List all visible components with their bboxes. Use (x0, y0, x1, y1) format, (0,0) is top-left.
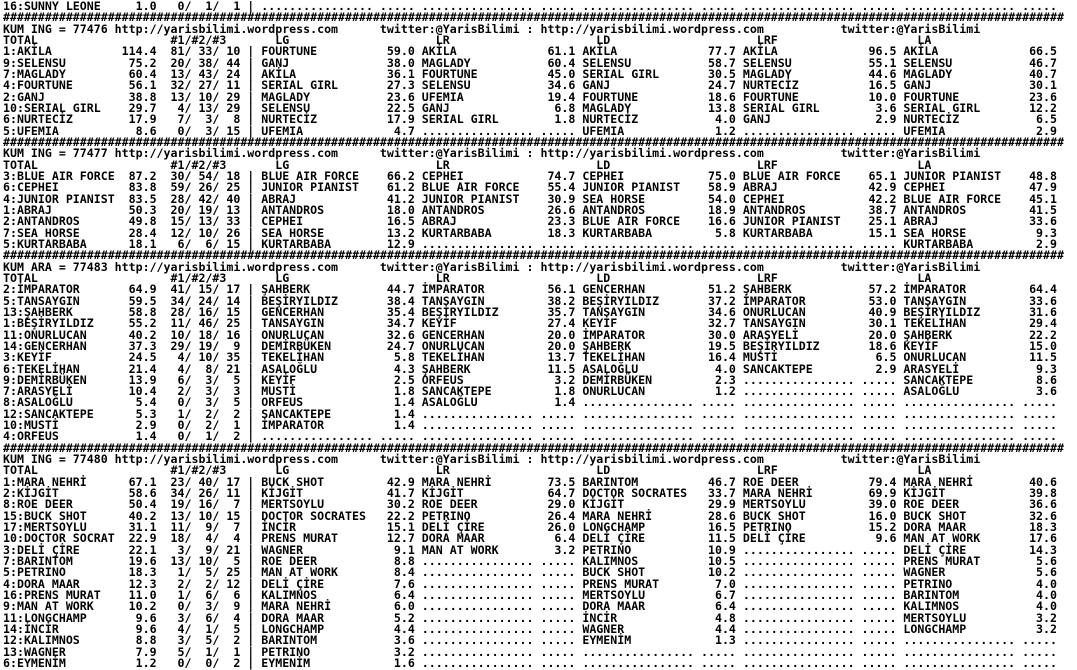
hash-separator-line: ######################################################################################################################################################## (3, 440, 1064, 455)
data-row-line: 11:ONURLUCAN 40.2 10/ 18/ 16 | ONURLUCAN 32.6 GENCERHAN 20.0 İMPARATOR 30.0 ARASYELİ 20.0 ŞAHBERK 22.2 (3, 327, 1064, 342)
hash-separator-line: ######################################################################################################################################################## (3, 10, 1064, 25)
data-row-line: 2:KİJGİT 58.6 34/ 26/ 11 | KİJGİT 41.7 KİJGİT 64.7 DOCTOR SOCRATES 33.7 MARA NEHRİ 69.9 KİJGİT 39.8 (3, 486, 1064, 501)
data-row-line: 5:PETRINO 18.3 1/ 5/ 25 | MAN AT WORK 8.4 ................ ..... BUCK SHOT 10.2 ................ ..... WAGNER 5.6 (3, 565, 1064, 580)
data-row-line: 8:ASALOĞLU 5.4 0/ 3/ 5 | ORFEUS 1.4 ASALOĞLU 1.4 ................ ..... ................ ..... ................ ..... (3, 395, 1064, 410)
hash-separator-line: ######################################################################################################################################################## (3, 248, 1064, 263)
data-row-line: 3:DELİ ÇİRE 22.1 3/ 9/ 21 | WAGNER 9.1 MAN AT WORK 3.2 PETRINO 10.9 ................ ..... DELİ ÇİRE 14.3 (3, 542, 1064, 557)
data-row-line: 4:FOURTUNE 56.1 32/ 27/ 11 | SERIAL GIRL 27.3 SELENSU 34.6 GANJ 24.7 NURTECİZ 16.5 GANJ 30.1 (3, 78, 1064, 93)
data-row-line: 1:MARA NEHRİ 67.1 23/ 40/ 17 | BUCK SHOT 42.9 MARA NEHRİ 73.5 BARINTOM 46.7 ROE DEER 79.4 MARA NEHRİ 40.6 (3, 474, 1064, 489)
data-row-line: 6:CEPHEI 83.8 59/ 26/ 25 | JUNIOR PIANIST 61.2 BLUE AIR FORCE 55.4 JUNIOR PIANIST 58.9 ABRAJ 42.9 CEPHEI 47.9 (3, 180, 1064, 195)
data-row-line: 4:ORFEUS 1.4 0/ 1/ 2 | ................ ..... ................ ..... ................ ..... ................ ..... ................ ..... (3, 429, 1064, 444)
data-row-line: 6:TEKELİHAN 21.4 4/ 8/ 21 | ASALOĞLU 4.3 ŞAHBERK 11.5 ASALOĞLU 4.0 SANCAKTEPE 2.9 ARASYELİ 9.3 (3, 361, 1064, 376)
data-row-line: 9:DEMİRBÜKEN 13.9 6/ 3/ 5 | KEYİF 2.5 ORFEUS 3.2 DEMİRBÜKEN 2.3 ................ ..... SANCAKTEPE 8.6 (3, 372, 1064, 387)
section-header-line: KUM ARA = 77483 http://yarisbilimi.wordpress.com twitter:@YarisBilimi : http://yarisbilimi.wordpress.com twitter:@YarisBilimi (3, 259, 981, 274)
data-row-line: 12:KALIMNOS 8.8 3/ 5/ 2 | BARINTOM 3.6 ................ ..... EYMENİM 1.3 ................ ..... ................ ..... (3, 633, 1064, 648)
data-row-line: 7:BARINTOM 19.6 13/ 10/ 5 | ROE DEER 8.8 ................ ..... KALIMNOS 10.5 ................ ..... PRENS MURAT 5.6 (3, 554, 1064, 569)
column-header-line: TOTAL #1/#2/#3 LG LR LD LRF LA (3, 463, 1064, 478)
data-row-line: 9:MAN AT WORK 10.2 0/ 3/ 9 | MARA NEHRİ 6.0 ................ ..... DORA MAAR 6.4 ................ ..... KALIMNOS 4.0 (3, 599, 1064, 614)
data-row-line: 10:MUSTİ 2.9 0/ 2/ 1 | İMPARATOR 1.4 ................ ..... ................ ..... ................ ..... ................ ..... (3, 418, 1064, 433)
data-row-line: 12:SANCAKTEPE 5.3 1/ 2/ 2 | SANCAKTEPE 1.4 ................ ..... ................ ..... ................ ..... ................ ..... (3, 406, 1064, 421)
data-row-line: 11:LONGCHAMP 9.6 3/ 6/ 4 | DORA MAAR 5.2 ................ ..... İNCİR 4.8 ................ ..... MERTSOYLU 3.2 (3, 610, 1064, 625)
data-row-line: 8:ROE DEER 50.4 19/ 16/ 7 | MERTSOYLU 30.2 ROE DEER 29.0 KİJGİT 29.9 MERTSOYLU 39.0 ROE DEER 36.6 (3, 497, 1064, 512)
data-row-line: 13:ŞAHBERK 58.8 28/ 16/ 15 | GENCERHAN 35.4 BEŞİRYILDIZ 35.7 TANSAYGIN 34.6 ONURLUCAN 40.9 BEŞİRYILDIZ 31.6 (3, 304, 1064, 319)
data-row-line: 15:BUCK SHOT 40.2 13/ 10/ 15 | DOCTOR SOCRATES 22.2 PETRINO 26.4 MARA NEHRİ 28.6 BUCK SHOT 16.0 BUCK SHOT 32.6 (3, 508, 1064, 523)
column-header-line: TOTAL #1/#2/#3 LG LR LD LRF LA (3, 270, 1064, 285)
column-header-line: TOTAL #1/#2/#3 LG LR LD LRF LA (3, 32, 1064, 47)
data-row-line: 1:AKİLA 114.4 81/ 33/ 10 | FOURTUNE 59.0 AKİLA 61.1 AKİLA 77.7 AKİLA 96.5 AKİLA 66.5 (3, 44, 1064, 59)
data-row-line: 16:SUNNY LEONE 1.0 0/ 1/ 1 | ................ ..... ................ ..... ................ ..... ................ ..... ................ ..... (3, 0, 1064, 13)
data-row-line: 5:KURTARBABA 18.1 6/ 6/ 15 | KURTARBABA 12.9 ................ ..... ................ ..... ................ ..... KURTARBABA 2.9 (3, 236, 1064, 251)
data-row-line: 3:BLUE AIR FORCE 87.2 30/ 54/ 18 | BLUE AIR FORCE 66.2 CEPHEI 74.7 CEPHEI 75.0 BLUE AIR FORCE 65.1 JUNIOR PIANIST 48.8 (3, 168, 1064, 183)
data-row-line: 14:GENCERHAN 37.3 29/ 19/ 9 | DEMİRBÜKEN 24.7 ONURLUCAN 20.0 ŞAHBERK 19.5 BEŞİRYILDIZ 18.6 KEYİF 15.0 (3, 338, 1064, 353)
data-row-line: 4:JUNIOR PIANIST 83.5 28/ 42/ 40 | ABRAJ 41.2 JUNIOR PIANIST 30.9 SEA HORSE 54.0 CEPHEI 42.2 BLUE AIR FORCE 45.1 (3, 191, 1064, 206)
data-row-line: 10:SERIAL GIRL 29.7 4/ 13/ 29 | SELENSU 22.5 GANJ 6.8 MAGLADY 13.8 SERIAL GIRL 3.6 SERIAL GIRL 12.2 (3, 100, 1064, 115)
data-row-line: 9:SELENSU 75.2 20/ 38/ 44 | GANJ 38.0 MAGLADY 60.4 SELENSU 58.7 SELENSU 55.1 SELENSU 46.7 (3, 55, 1064, 70)
data-row-line: 7:MAGLADY 60.4 13/ 43/ 24 | AKİLA 36.1 FOURTUNE 45.0 SERIAL GIRL 30.5 MAGLADY 44.6 MAGLADY 40.7 (3, 66, 1064, 81)
section-header-line: KUM ING = 77480 http://yarisbilimi.wordpress.com twitter:@YarisBilimi : http://yarisbilimi.wordpress.com twitter:@YarisBilimi (3, 452, 981, 467)
data-row-line: 16:PRENS MURAT 11.0 1/ 6/ 6 | KALIMNOS 6.4 ................ ..... MERTSOYLU 6.7 ................ ..... BARINTOM 4.0 (3, 588, 1064, 603)
hash-separator-line: ######################################################################################################################################################## (3, 134, 1064, 149)
data-row-line: 10:DOCTOR SOCRAT 22.9 18/ 4/ 4 | PRENS MURAT 12.7 DORA MAAR 6.4 DELİ ÇİRE 11.5 DELİ ÇİRE 9.6 MAN AT WORK 17.6 (3, 531, 1064, 546)
data-row-line: 6:EYMENİM 1.2 0/ 0/ 2 | EYMENİM 1.6 ................ ..... ................ ..... ................ ..... ................ ..... (3, 656, 1064, 670)
data-row-line: 1:BEŞİRYILDIZ 55.2 11/ 46/ 25 | TANSAYGIN 34.7 KEYİF 27.4 KEYİF 32.7 TANSAYGIN 30.1 TEKELİHAN 29.4 (3, 316, 1064, 331)
data-row-line: 2:ANTANDROS 49.8 15/ 13/ 33 | CEPHEI 16.5 ABRAJ 23.3 BLUE AIR FORCE 16.6 JUNIOR PIANIST 25.1 ABRAJ 33.6 (3, 214, 1064, 229)
section-header-line: KUM ING = 77477 http://yarisbilimi.wordpress.com twitter:@YarisBilimi : http://yarisbilimi.wordpress.com twitter:@YarisBilimi (3, 146, 981, 161)
data-row-line: 3:KEYİF 24.5 4/ 10/ 35 | TEKELİHAN 5.8 TEKELİHAN 13.7 TEKELİHAN 16.4 MUSTİ 6.5 ONURLUCAN 11.5 (3, 350, 1064, 365)
section-header-line: KUM ING = 77476 http://yarisbilimi.wordpress.com twitter:@YarisBilimi : http://yarisbilimi.wordpress.com twitter:@YarisBilimi (3, 21, 981, 36)
data-row-line: 2:GANJ 38.8 13/ 10/ 29 | MAGLADY 23.6 UFEMIA 19.4 FOURTUNE 18.6 FOURTUNE 10.0 FOURTUNE 23.6 (3, 89, 1064, 104)
data-row-line: 17:MERTSOYLU 31.1 11/ 9/ 7 | İNCİR 15.1 DELİ ÇİRE 26.0 LONGCHAMP 16.5 PETRINO 15.2 DORA MAAR 18.3 (3, 520, 1064, 535)
data-row-line: 6:NURTECİZ 17.9 7/ 3/ 8 | NURTECİZ 17.9 SERIAL GIRL 1.8 NURTECİZ 4.0 GANJ 2.9 NURTECİZ 6.5 (3, 112, 1064, 127)
data-row-line: 1:ABRAJ 50.3 20/ 19/ 13 | ANTANDROS 18.0 ANTANDROS 26.6 ANTANDROS 18.9 ANTANDROS 38.7 ANTANDROS 41.5 (3, 202, 1064, 217)
data-row-line: 13:WAGNER 7.9 5/ 1/ 1 | PETRINO 3.2 ................ ..... ................ ..... ................ ..... ................ ..... (3, 644, 1064, 659)
data-row-line: 4:DORA MAAR 12.3 2/ 2/ 12 | DELİ ÇİRE 7.6 ................ ..... PRENS MURAT 7.0 ................ ..... PETRINO 4.0 (3, 576, 1064, 591)
data-row-line: 14:İNCİR 9.6 4/ 1/ 5 | LONGCHAMP 4.4 ................ ..... WAGNER 4.4 ................ ..... LONGCHAMP 3.2 (3, 622, 1064, 637)
column-header-line: TOTAL #1/#2/#3 LG LR LD LRF LA (3, 157, 1064, 172)
data-row-line: 7:SEA HORSE 28.4 12/ 10/ 26 | SEA HORSE 13.2 KURTARBABA 18.3 KURTARBABA 5.8 KURTARBABA 15.1 SEA HORSE 9.3 (3, 225, 1064, 240)
data-row-line: 7:ARASYELİ 10.4 2/ 3/ 3 | MUSTİ 1.8 SANCAKTEPE 1.8 ONURLUCAN 1.2 ................ ..... ASALOĞLU 3.6 (3, 384, 1064, 399)
data-row-line: 2:İMPARATOR 64.9 41/ 15/ 17 | ŞAHBERK 44.7 İMPARATOR 56.1 GENCERHAN 51.2 ŞAHBERK 57.2 İMPARATOR 64.4 (3, 282, 1064, 297)
data-row-line: 5:TANSAYGIN 59.5 34/ 24/ 14 | BEŞİRYILDIZ 38.4 TANSAYGIN 38.2 BEŞİRYILDIZ 37.2 İMPARATOR 53.0 TANSAYGIN 33.6 (3, 293, 1064, 308)
data-row-line: 5:UFEMIA 8.6 0/ 3/ 15 | UFEMIA 4.7 ................ ..... UFEMIA 1.2 ................ ..... UFEMIA 2.9 (3, 123, 1064, 138)
